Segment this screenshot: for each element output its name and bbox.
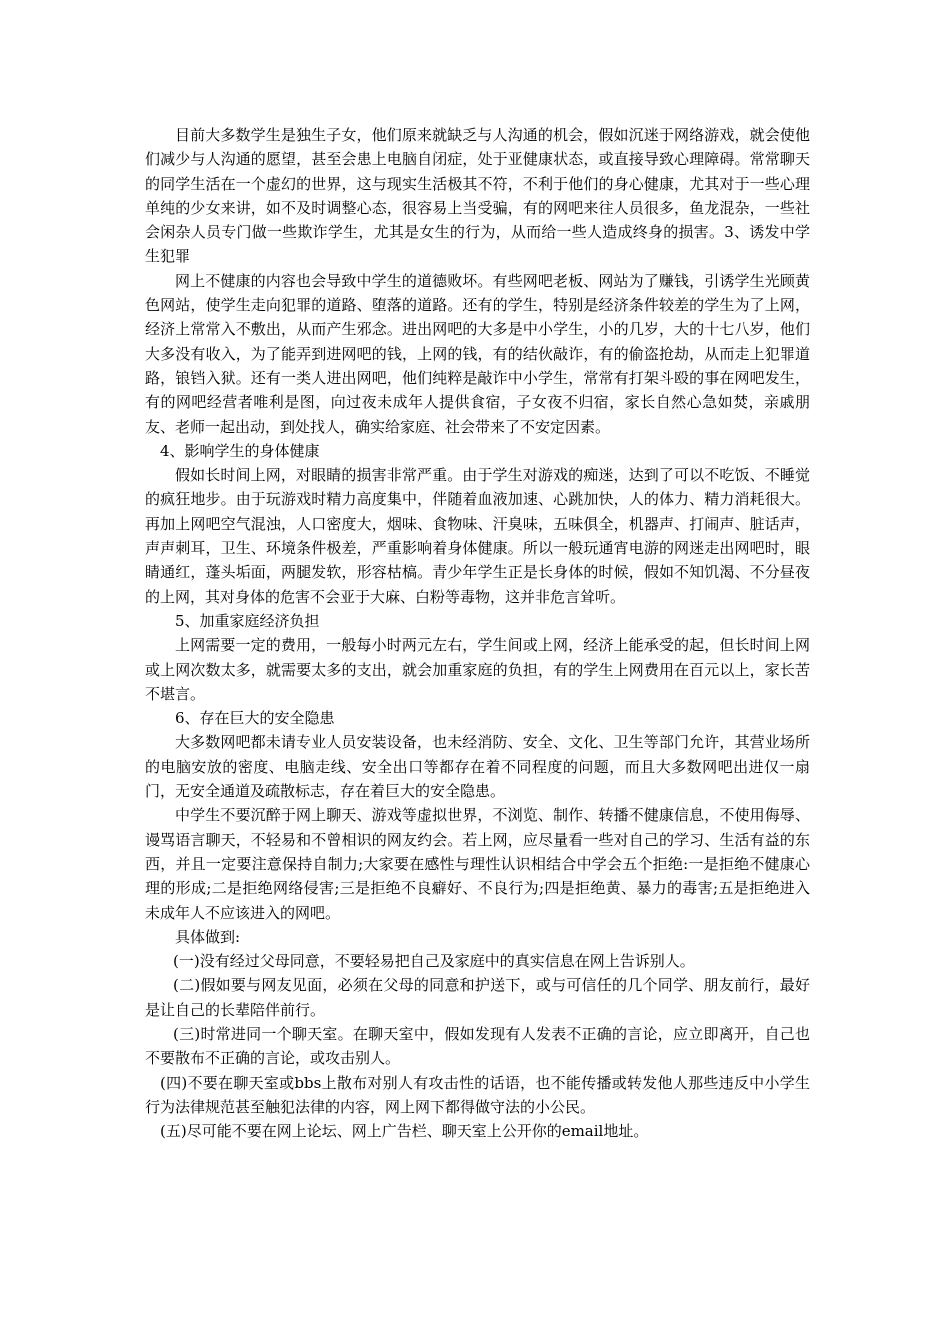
heading-physical-health: 4、影响学生的身体健康	[160, 441, 320, 460]
list-item-3: (三)时常进同一个聊天室。在聊天室中，假如发现有人发表不正确的言论，应立即离开，自己也不要散布不正确的言论，或攻击别人。	[145, 1024, 810, 1068]
paragraph-physical-health: 假如长时间上网，对眼睛的损害非常严重。由于学生对游戏的痴迷，达到了可以不吃饭、不睡觉的疯狂地步。由于玩游戏时精力高度集中，伴随着血液加速、心跳加快，人的体力、精力消耗很大。再加上网吧空气混浊，人口密度大，烟味、食物味、汗臭味，五味俱全，机器声、打闹声、脏话声，声声刺耳，卫生、环境条件极差，严重影响着身体健康。所以一般玩通宵电游的网迷走出网吧时，眼睛通红，蓬头垢面，两腿发软，形容枯槁。青少年学生正是长身体的时候，假如不知饥渴、不分昼夜的上网，其对身体的危害不会亚于大麻、白粉等毒物，这并非危言耸听。	[145, 466, 810, 606]
list-item-4: (四)不要在聊天室或bbs上散布对别人有攻击性的话语，也不能传播或转发他人那些违反中小学生行为法律规范甚至触犯法律的内容，网上网下都得做守法的小公民。	[145, 1073, 810, 1116]
paragraph-online-isolation: 目前大多数学生是独生子女，他们原来就缺乏与人沟通的机会，假如沉迷于网络游戏，就会使他们减少与人沟通的愿望，甚至会患上电脑自闭症，处于亚健康状态，或直接导致心理障碍。常常聊天的同学生活在一个虚幻的世界，这与现实生活极其不符，不利于他们的身心健康，尤其对于一些心理单纯的少女来讲，如不及时调整心态，很容易上当受骗，有的网吧来往人员很多，鱼龙混杂，一些社会闲杂人员专门做一些欺诈学生，尤其是女生的行为，从而给一些人造成终身的损害。3、诱发中学生犯罪	[145, 126, 810, 266]
paragraph-safety-hazard: 大多数网吧都未请专业人员安装设备，也未经消防、安全、文化、卫生等部门允许，其营业场所的电脑安放的密度、电脑走线、安全出口等都存在着不同程度的问题，而且大多数网吧出进仅一扇门，无安全通道及疏散标志，存在着巨大的安全隐患。	[145, 733, 810, 801]
paragraph-five-refusals: 中学生不要沉醉于网上聊天、游戏等虚拟世界，不浏览、制作、转播不健康信息，不使用侮辱、谩骂语言聊天，不轻易和不曾相识的网友约会。若上网，应尽量看一些对自己的学习、生活有益的东西，并且一定要注意保持自制力;大家要在感性与理性认识相结合中学会五个拒绝:一是拒绝不健康心理的形成;二是拒绝网络侵害;三是拒绝不良癖好、不良行为;四是拒绝黄、暴力的毒害;五是拒绝进入未成年人不应该进入的网吧。	[145, 806, 810, 922]
paragraph-family-economy: 上网需要一定的费用，一般每小时两元左右，学生间或上网，经济上能承受的起，但长时间上网或上网次数太多，就需要太多的支出，就会加重家庭的负担，有的学生上网费用在百元以上，家长苦不堪言。	[145, 636, 810, 703]
list-item-5: (五)尽可能不要在网上论坛、网上广告栏、聊天室上公开你的email地址。	[160, 1122, 649, 1141]
list-item-2: (二)假如要与网友见面，必须在父母的同意和护送下，或与可信任的几个同学、朋友前行，最好是让自己的长辈陪伴前行。	[145, 976, 810, 1019]
document-body	[145, 123, 810, 1143]
paragraph-moral-corruption: 网上不健康的内容也会导致中学生的道德败坏。有些网吧老板、网站为了赚钱，引诱学生光顾黄色网站，使学生走向犯罪的道路、堕落的道路。还有的学生，特别是经济条件较差的学生为了上网，经济上常常入不敷出，从而产生邪念。进出网吧的大多是中小学生，小的几岁，大的十七八岁，他们大多没有收入，为了能弄到进网吧的钱，上网的钱，有的结伙敲诈，有的偷盗抢劫，从而走上犯罪道路，锒铛入狱。还有一类人进出网吧，他们纯粹是敲诈中小学生，常常有打架斗殴的事在网吧发生，有的网吧经营者唯利是图，向过夜未成年人提供食宿，子女夜不归宿，家长自然心急如焚，亲戚朋友、老师一起出动，到处找人，确实给家庭、社会带来了不安定因素。	[145, 271, 810, 436]
heading-specific-actions: 具体做到:	[175, 927, 241, 946]
list-item-1: (一)没有经过父母同意，不要轻易把自己及家庭中的真实信息在网上告诉别人。	[173, 952, 695, 971]
heading-safety-hazard: 6、存在巨大的安全隐患	[175, 709, 335, 728]
heading-family-economy: 5、加重家庭经济负担	[175, 611, 320, 630]
